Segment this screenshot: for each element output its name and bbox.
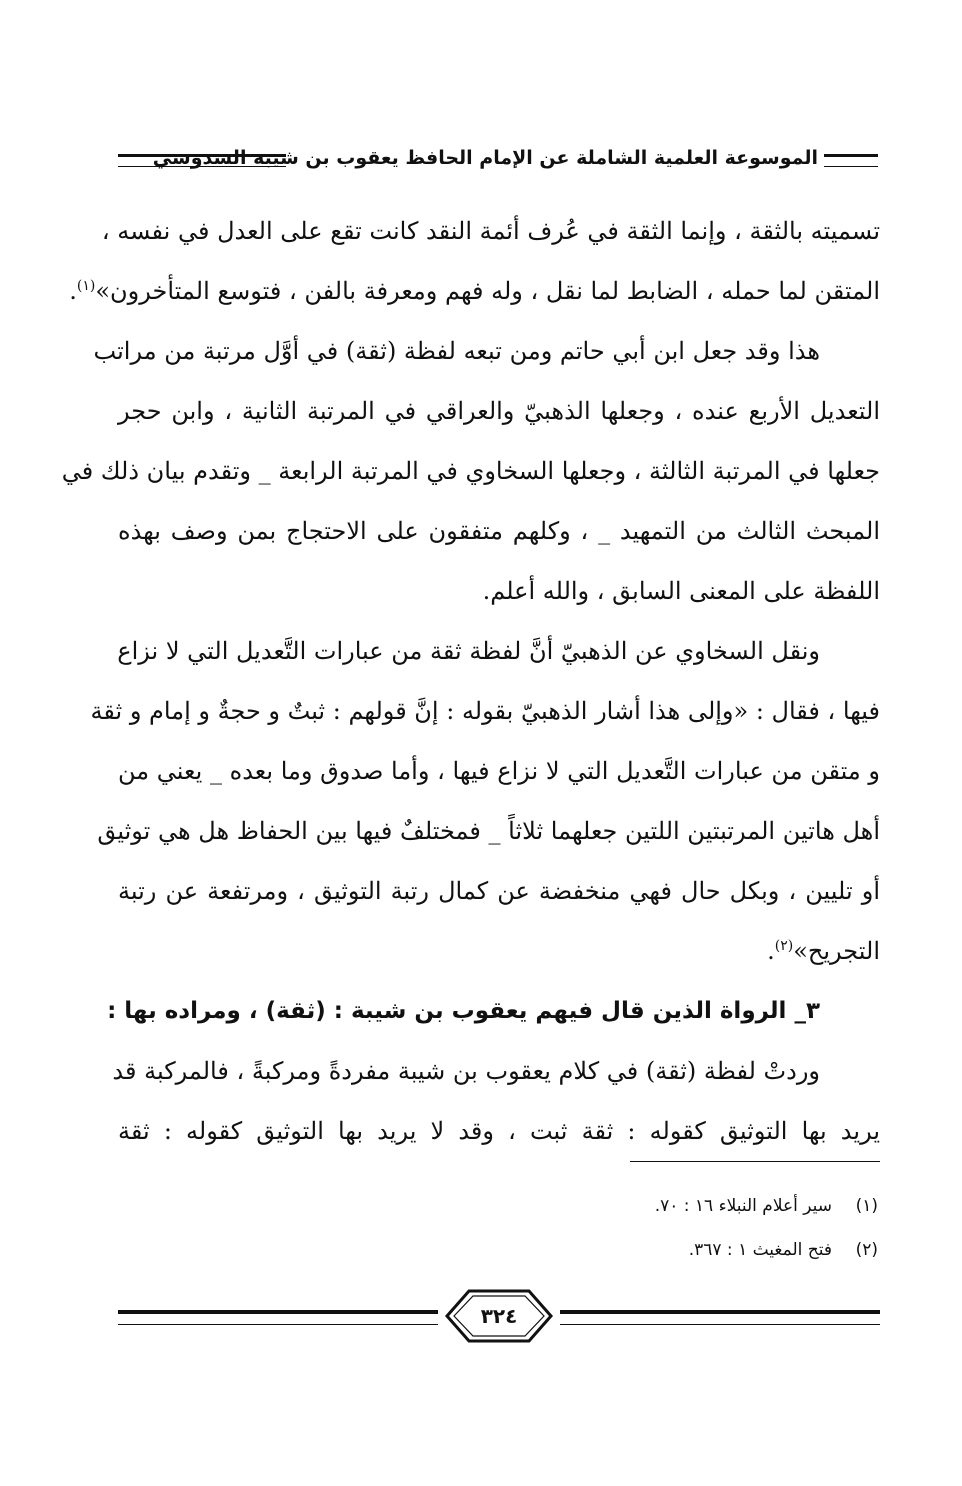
text-line: جعلها في المرتبة الثالثة ، وجعلها السخاوي في المرتبة الرابعة _ وتقدم بيان ذلك في — [61, 457, 880, 485]
footnote-text: سير أعلام النبلاء ١٦ : ٧٠. — [654, 1196, 832, 1216]
footnotes — [278, 1186, 878, 1274]
footnote — [278, 1230, 878, 1274]
text-line: اللفظة على المعنى السابق ، والله أعلم. — [482, 577, 880, 605]
text-line: تسميته بالثقة ، وإنما الثقة في عُرف أئمة النقد كانت تقع على العدل في نفسه ، — [101, 217, 880, 245]
footnote-ref: (٢) — [774, 938, 794, 954]
footnote-number: (١) — [855, 1196, 878, 1216]
footer-rule-right — [560, 1310, 880, 1325]
footer-rule-left — [118, 1310, 438, 1325]
text-line: المبحث الثالث من التمهيد _ ، وكلهم متفقون على الاحتجاج بمن وصف بهذه — [118, 517, 880, 545]
page-number: ٣٢٤ — [480, 1304, 518, 1328]
page-footer — [118, 1288, 880, 1348]
footnote-text: فتح المغيث ١ : ٣٦٧. — [688, 1240, 832, 1260]
text-line: أو تليين ، وبكل حال فهي منخفضة عن كمال رتبة التوثيق ، ومرتفعة عن رتبة — [118, 877, 880, 905]
text-line: وردتْ لفظة (ثقة) في كلام يعقوب بن شيبة مفردةً ومركبةً ، فالمركبة قد — [112, 1057, 820, 1085]
text-line: ونقل السخاوي عن الذهبيّ أنَّ لفظة ثقة من عبارات التَّعديل التي لا نزاع — [117, 637, 820, 665]
text-line: المتقن لما حمله ، الضابط لما نقل ، وله فهم ومعرفة بالفن ، فتوسع المتأخرون»$^{(١)}$. — [69, 277, 880, 305]
text-line: أهل هاتين المرتبتين اللتين جعلهما ثلاثاً _ فمختلفٌ فيها بين الحفاظ هل هي توثيق — [97, 817, 880, 845]
section-heading: ٣_ الرواة الذين قال فيهم يعقوب بن شيبة : (ثقة) ، ومراده بها : — [107, 998, 820, 1024]
text-line: هذا وقد جعل ابن أبي حاتم ومن تبعه لفظة (ثقة) في أوَّل مرتبة من مراتب — [93, 337, 820, 365]
text-line: يريد بها التوثيق كقوله : ثقة ثبت ، وقد لا يريد بها التوثيق كقوله : ثقة — [118, 1117, 880, 1145]
text-line: فيها ، فقال : «وإلى هذا أشار الذهبيّ بقوله : إنَّ قولهم : ثبتٌ و حجةٌ و إمام و ثقة — [90, 697, 880, 725]
page-number-badge — [443, 1288, 555, 1344]
footnote-separator — [630, 1161, 880, 1162]
text-line: التعديل الأربع عنده ، وجعلها الذهبيّ والعراقي في المرتبة الثانية ، وابن حجر — [118, 397, 880, 425]
body-text — [61, 205, 880, 1165]
running-header — [118, 141, 878, 181]
header-title: الموسوعة العلمية الشاملة عن الإمام الحافظ يعقوب بن شيبة السدوسي — [152, 147, 818, 169]
footnote — [278, 1186, 878, 1230]
text-line: و متقن من عبارات التَّعديل التي لا نزاع فيها ، وأما صدوق وما بعده _ يعني من — [118, 757, 880, 785]
footnote-ref: (١) — [76, 278, 96, 294]
text-line: التجريح»$^{(٢)}$. — [767, 937, 880, 965]
header-rule-right — [824, 154, 878, 167]
footnote-number: (٢) — [855, 1240, 878, 1260]
